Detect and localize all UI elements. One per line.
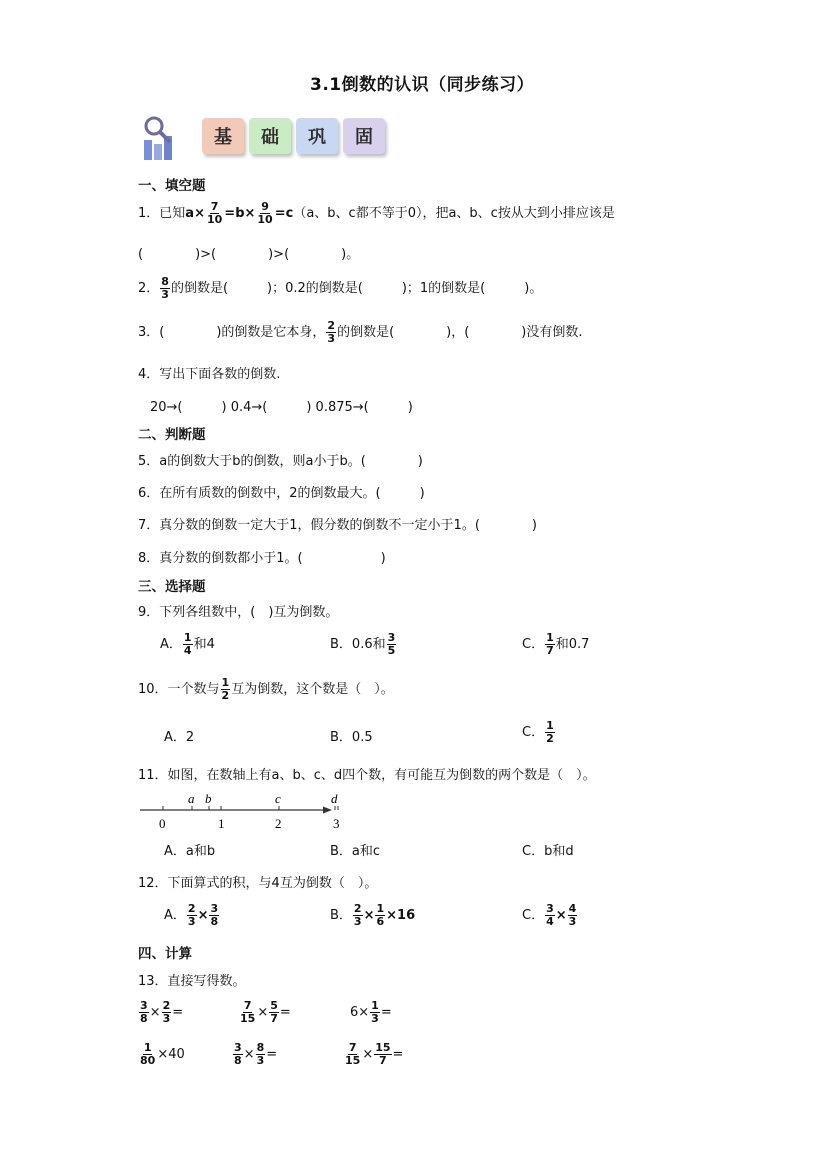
number-line (138, 788, 338, 833)
question-11-option-c: C．b和d (522, 844, 574, 859)
question-11-option-b: B．a和c (330, 844, 381, 859)
section-heading-calc: 四、计算 (138, 946, 192, 962)
banner-tile-4: 固 (343, 118, 385, 154)
number-line-arrow (323, 807, 332, 814)
question-10: 10．一个数与 $\frac{1}{2}$ 互为倒数，这个数是（ ）。 (138, 676, 394, 702)
point-label-a: a (188, 791, 195, 806)
banner-tile-2: 础 (249, 118, 291, 154)
point-label-d: d (331, 791, 338, 806)
section-heading-judge: 二、判断题 (138, 427, 206, 443)
question-12-option-a: A． $\frac{2}{3}$ × $\frac{3}{8}$ (164, 902, 219, 928)
question-7: 7．真分数的倒数一定大于1，假分数的倒数不一定小于1。( ) (138, 518, 537, 533)
question-12-option-b: B． $\frac{2}{3}$ × $\frac{1}{6}$ ×16 (330, 902, 416, 928)
calc-item-3: 6× $\frac{1}{3}$ = (350, 999, 392, 1025)
question-10-option-a: A．2 (164, 730, 195, 745)
question-11: 11．如图，在数轴上有a、b、c、d四个数，有可能互为倒数的两个数是（ ）。 (138, 768, 596, 783)
question-10-option-c: C． $\frac{1}{2}$ (522, 719, 554, 745)
question-4: 4．写出下面各数的倒数. (138, 367, 281, 382)
tick-label-3: 3 (333, 816, 340, 831)
page-title: 3.1倒数的认识（同步练习） (310, 75, 535, 95)
calc-item-4: $\frac{1}{80}$ ×40 (140, 1041, 185, 1067)
question-9-option-c: C． $\frac{1}{7}$ 和0.7 (522, 631, 590, 657)
banner-tile-1: 基 (202, 118, 244, 154)
calc-item-2: $\frac{7}{15}$ × $\frac{5}{7}$ = (240, 999, 291, 1025)
question-10-option-b: B．0.5 (330, 730, 373, 745)
section-heading-choice: 三、选择题 (138, 579, 206, 595)
question-8: 8．真分数的倒数都小于1。( ) (138, 551, 386, 566)
question-9-option-a: A． $\frac{1}{4}$ 和4 (160, 631, 215, 657)
question-1: 1．已知a× $\frac{7}{10}$ =b× $\frac{9}{10}$ =c（a、b、c都不等于0），把a、b、c按从大到小排应该是 (138, 200, 615, 226)
calc-item-5: $\frac{3}{8}$ × $\frac{8}{3}$ = (234, 1041, 278, 1067)
tick-label-1: 1 (218, 816, 225, 831)
question-9-option-b: B．0.6和 $\frac{3}{5}$ (330, 631, 396, 657)
banner-tile-3: 巩 (296, 118, 338, 154)
question-5: 5．a的倒数大于b的倒数，则a小于b。( ) (138, 454, 423, 469)
question-9: 9．下列各组数中，( )互为倒数。 (138, 605, 339, 620)
question-6: 6．在所有质数的倒数中，2的倒数最大。( ) (138, 486, 425, 501)
point-label-c: c (275, 791, 281, 806)
question-3: 3．( )的倒数是它本身， $\frac{2}{3}$ 的倒数是( )，( )没有倒数. (138, 319, 583, 345)
question-1-blanks: ( )>( )>( )。 (138, 247, 360, 262)
question-12: 12．下面算式的积，与4互为倒数（ ）。 (138, 876, 378, 891)
tick-label-2: 2 (275, 816, 282, 831)
tick-label-0: 0 (159, 816, 166, 831)
question-11-option-a: A．a和b (164, 844, 216, 859)
point-label-b: b (205, 791, 212, 806)
question-4-items: 20→( ) 0.4→( ) 0.875→( ) (150, 400, 413, 415)
magnifier-books-icon (138, 114, 188, 164)
calc-item-1: $\frac{3}{8}$ × $\frac{2}{3}$ = (140, 999, 184, 1025)
section-banner (138, 114, 398, 164)
question-12-option-c: C． $\frac{3}{4}$ × $\frac{4}{3}$ (522, 902, 577, 928)
question-2: 2． $\frac{8}{3}$ 的倒数是( )；0.2的倒数是( )；1的倒数是( )。 (138, 275, 543, 301)
calc-item-6: $\frac{7}{15}$ × $\frac{15}{7}$ = (345, 1041, 404, 1067)
section-heading-fill: 一、填空题 (138, 178, 206, 194)
question-13: 13．直接写得数。 (138, 974, 246, 989)
